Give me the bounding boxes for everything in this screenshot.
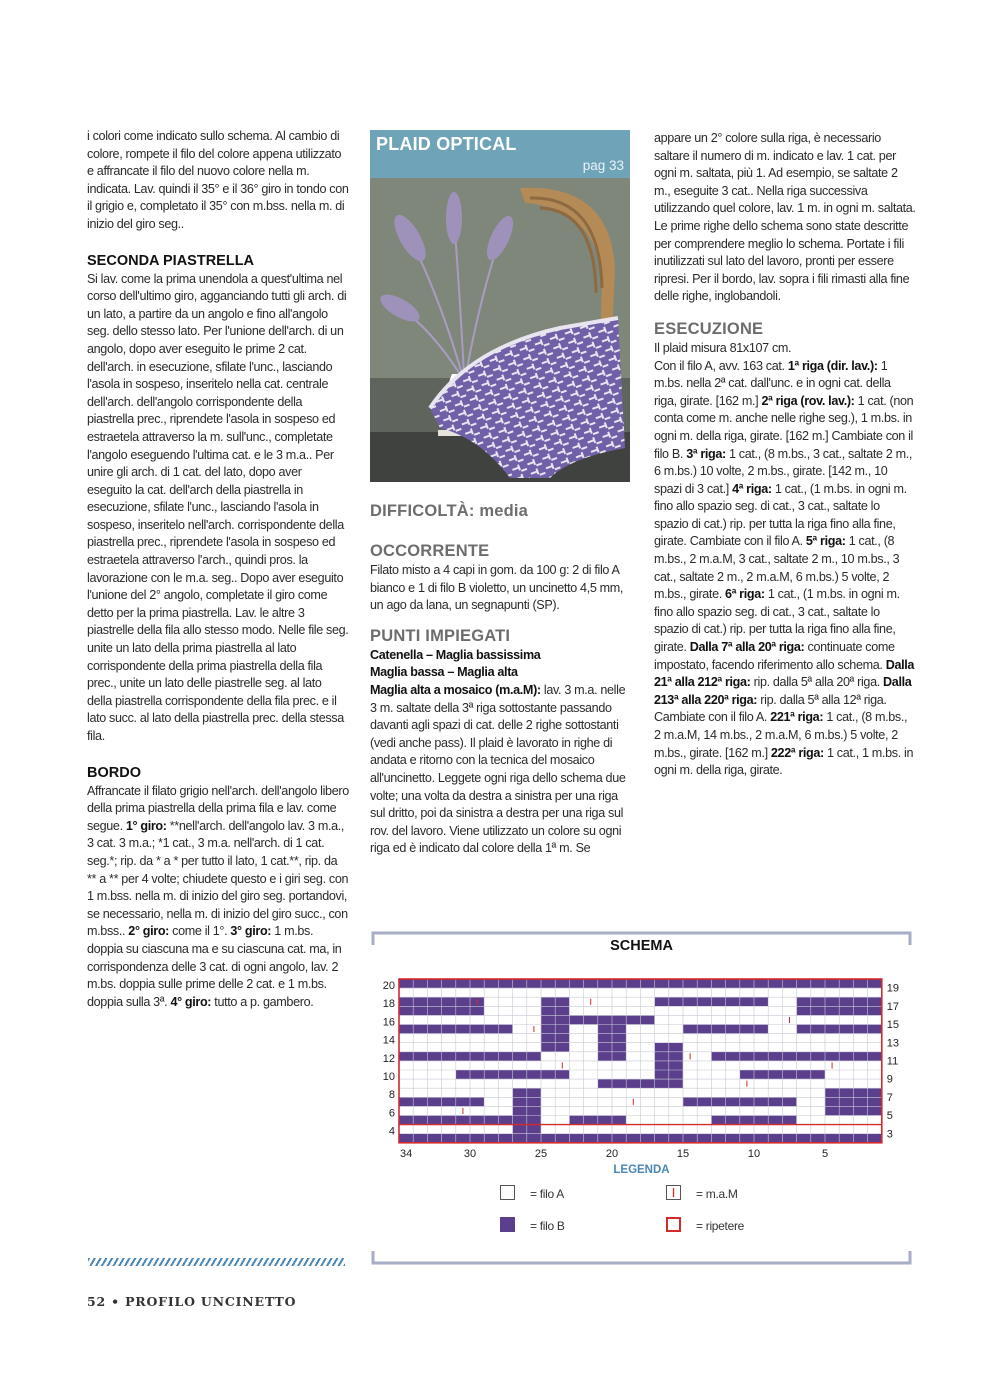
section-heading-seconda-piastrella: SECONDA PIASTRELLA <box>87 252 255 269</box>
stitch-name: Maglia bassa – Maglia alta <box>370 665 518 680</box>
schema-title: SCHEMA <box>610 938 673 954</box>
column-right <box>654 130 916 780</box>
schema-row-label-right: 15 <box>886 1019 900 1032</box>
schema-row-label-right: 5 <box>886 1110 893 1123</box>
paragraph: Si lav. come la prima unendola a quest'ultima nel corso dell'ultimo giro, agganciando tutti gli arch. di un lato, a partire da un angolo e fino all'angolo seg. dello stesso lato. Per l'unione dell'arch. di un angolo, dopo aver eseguito le prime 2 cat. dell'arch. in esecuzione, sfilate l'unc., lasciando l'asola in sospeso, inseritelo nella cat. centrale dell'arch. dell'angolo corrispondente della piastrella prec., riprendete l'asola in sospeso ed estraetela attraverso la m. sull'unc., completate l'angolo eseguendo l'ultima cat. e le 3 m.a.. Per unire gli arch. di 1 cat. del lato, dopo aver eseguito la cat. dell'arch della piastrella in esecuzione, sfilate l'unc., lasciando l'asola in sospeso, inseritelo nell'arch. corrispondente della piastrella prec., riprendete l'asola in sospeso ed estraetela attraverso l'arch., quindi pros. la lavorazione con le m.a. seg.. Dopo aver eseguito l'unione del 2° angolo, completate il giro come detto per la prima piastrella. Lav. le altre 3 piastrelle della fila allo stesso modo. Nelle file seg. unite un lato della prima piastrella al lato corrispondente della prima piastrella della fila prec., unite un lato delle piastrelle seg. al lato della piastrella corrispondente della fila prec. e il lato succ. al lato della piastrella prec. della stessa fila. <box>87 271 349 743</box>
schema-row-label-left: 18 <box>382 998 395 1011</box>
schema-row-label-right: 9 <box>886 1073 893 1086</box>
column-middle <box>370 500 632 858</box>
page-number: 52 <box>87 1294 106 1309</box>
schema-col-label: 25 <box>534 1147 548 1160</box>
schema-chart <box>371 971 912 1171</box>
legend-label-mam: = m.a.M <box>696 1187 738 1201</box>
schema-row-label-left: 10 <box>382 1071 395 1084</box>
schema-col-label: 20 <box>605 1147 619 1160</box>
schema-row-label-left: 6 <box>388 1107 395 1120</box>
paragraph-esecuzione: Con il filo A, avv. 163 cat. 1ª riga (dir. lav.): 1 m.bs. nella 2ª cat. dall'unc. e in ogni cat. della riga, girate. [162 m.] 2ª riga (rov. lav.): 1 cat. (non conta come m. anche nelle righe seg.), 1 m.bs. in ogni m. della riga, girate. [162 m.] Cambiate con il filo B. 3ª riga: 1 cat., (8 m.bs., 3 cat., saltate 2 m., 6 m.bs.) 10 volte, 2 m.bs., girate. [142 m., 10 spazi di 3 cat.] 4ª riga: 1 cat., (1 m.bs. in ogni m. fino allo spazio seg. di cat., 3 cat., saltate lo spazio di cat.) rip. per tutta la riga fino alla fine, girate. Cambiate con il filo A. 5ª riga: 1 cat., (8 m.bs., 2 m.a.M, 3 cat., saltate 2 m., 10 m.bs., 3 cat., saltate 2 m., 2 m.a.M, 6 m.bs.) 5 volte, 2 m.bs., girate. 6ª riga: 1 cat., (1 m.bs. in ogni m. fino allo spazio seg. di cat., 3 cat., saltate lo spazio di cat.) rip. per tutta la riga fino alla fine, girate. Dalla 7ª alla 20ª riga: continuate come impostato, facendo riferimento allo schema. Dalla 21ª alla 212ª riga: rip. dalla 5ª alla 20ª riga. Dalla 213ª alla 220ª riga: rip. dalla 5ª alla 12ª riga. Cambiate con il filo A. 221ª riga: 1 cat., (8 m.bs., 2 m.a.M, 14 m.bs., 2 m.a.M, 6 m.bs.) 5 volte, 2 m.bs., girate. [162 m.] 222ª riga: 1 cat., 1 m.bs. in ogni m. della riga, girate. <box>654 358 915 778</box>
schema-col-label: 10 <box>747 1147 761 1160</box>
project-photo-box <box>370 130 630 482</box>
schema-row-label-right: 11 <box>886 1055 899 1068</box>
section-heading-punti: PUNTI IMPIEGATI <box>370 626 511 645</box>
decorative-hatch-bar <box>88 1258 345 1266</box>
page-footer <box>87 1294 296 1309</box>
legend-swatch-ripetere <box>666 1217 681 1232</box>
schema-row-label-right: 13 <box>886 1037 900 1050</box>
difficulty-heading: DIFFICOLTÀ: media <box>370 502 529 520</box>
paragraph: appare un 2° colore sulla riga, è necessario saltare il numero di m. indicato e lav. 1 cat. per ogni m. saltata, più 1. Ad esempio, se saltate 2 m., eseguite 3 cat.. Nella riga successiva utilizzando quel colore, lav. 1 m. in ogni m. saltata. Le prime righe dello schema sono state descritte per comprendere meglio lo schema. Portate i fili inutilizzati sul lato del lavoro, pronti per essere ripresi. Per il bordo, lav. sopra i fili rimasti alla fine delle righe, inglobandoli. <box>654 131 916 304</box>
schema-row-label-left: 8 <box>388 1089 395 1102</box>
schema-col-label: 34 <box>399 1147 413 1160</box>
schema-row-label-right: 19 <box>886 982 900 995</box>
legend-label-filo-b: = filo B <box>530 1219 565 1233</box>
schema-row-label-left: 16 <box>382 1016 395 1029</box>
magazine-name: PROFILO UNCINETTO <box>125 1294 297 1309</box>
schema-panel <box>371 931 912 1265</box>
section-heading-bordo: BORDO <box>87 764 141 781</box>
legend-label-filo-a: = filo A <box>530 1187 564 1201</box>
paragraph-bordo: Affrancate il filato grigio nell'arch. dell'angolo libero della prima piastrella della prima fila e lav. come segue. 1° giro: **nell'arch. dell'angolo lav. 3 m.a., 3 cat. 3 m.a.; *1 cat., 3 m.a. nell'arch. di 1 cat. seg.*; rip. da * a * per tutto il lato, 1 cat.**, rip. da ** a ** per 4 volte; chiudete questo e i giri seg. con 1 m.bss. nella m. di inizio del giro seg. portandovi, se necessario, nella m. di inizio del giro succ., con m.bss.. 2° giro: come il 1°. 3° giro: 1 m.bs. doppia su ciascuna ma e su ciascuna cat. ma, in corrispondenza delle 3 cat. di ogni angolo, lav. 2 m.bs. doppia sulle prime delle 2 cat. e 1 m.bs. doppia sulla 3ª. 4° giro: tutto a p. gambero. <box>87 783 349 1009</box>
schema-col-label: 30 <box>463 1147 477 1160</box>
project-title: PLAID OPTICAL <box>376 134 517 154</box>
schema-col-label: 5 <box>821 1147 829 1160</box>
legend-swatch-filo-a <box>500 1185 515 1200</box>
schema-row-label-right: 17 <box>886 1000 900 1013</box>
schema-row-label-left: 4 <box>388 1125 395 1138</box>
schema-col-label: 15 <box>676 1147 690 1160</box>
section-heading-esecuzione: ESECUZIONE <box>654 319 764 338</box>
project-page-ref: pag 33 <box>582 158 624 173</box>
paragraph-occorrente: Filato misto a 4 capi in gom. da 100 g: 2 di filo A bianco e 1 di filo B violetto, un uncinetto 4,5 mm, un ago da lana, un segnapunti (SP). <box>370 563 624 613</box>
paragraph-misura: Il plaid misura 81x107 cm. <box>654 340 792 355</box>
schema-row-label-right: 7 <box>886 1091 893 1104</box>
paragraph-punti: Maglia alta a mosaico (m.a.M): lav. 3 m.a. nelle 3 m. saltate della 3ª riga sottostante passando davanti agli spazi di cat. delle 2 righe sottostanti (vedi anche pass). Il plaid è lavorato in righe di andata e ritorno con la tecnica del mosaico all'uncinetto. Leggete ogni riga dello schema due volte; una volta da destra a sinistra per una riga sul dritto, poi da sinistra a destra per una riga sul rov. del lavoro. Viene utilizzato un colore su ogni riga ed è indicato dal colore della 1ª m. Se <box>370 682 626 856</box>
legend-label-ripetere: = ripetere <box>696 1219 745 1233</box>
schema-row-label-left: 14 <box>382 1034 395 1047</box>
column-left <box>87 128 349 1011</box>
legend-title: LEGENDA <box>613 1164 670 1176</box>
schema-row-label-right: 3 <box>886 1128 893 1141</box>
section-heading-occorrente: OCCORRENTE <box>370 542 490 560</box>
plaid-photo <box>370 178 630 482</box>
legend-swatch-mam <box>666 1185 681 1200</box>
stitch-name: Catenella – Maglia bassissima <box>370 647 541 662</box>
legend-swatch-filo-b <box>500 1217 515 1232</box>
footer-separator: • <box>111 1294 120 1309</box>
schema-row-label-left: 20 <box>382 980 395 993</box>
schema-row-label-left: 12 <box>382 1052 395 1065</box>
paragraph: i colori come indicato sullo schema. Al cambio di colore, rompete il filo del colore appena utilizzato e affrancate il filo del nuovo colore nella m. indicata. Lav. quindi il 35° e il 36° giro in tondo con il grigio e, completato il 35° con m.bss. nella m. di inizio del giro seg.. <box>87 129 349 231</box>
